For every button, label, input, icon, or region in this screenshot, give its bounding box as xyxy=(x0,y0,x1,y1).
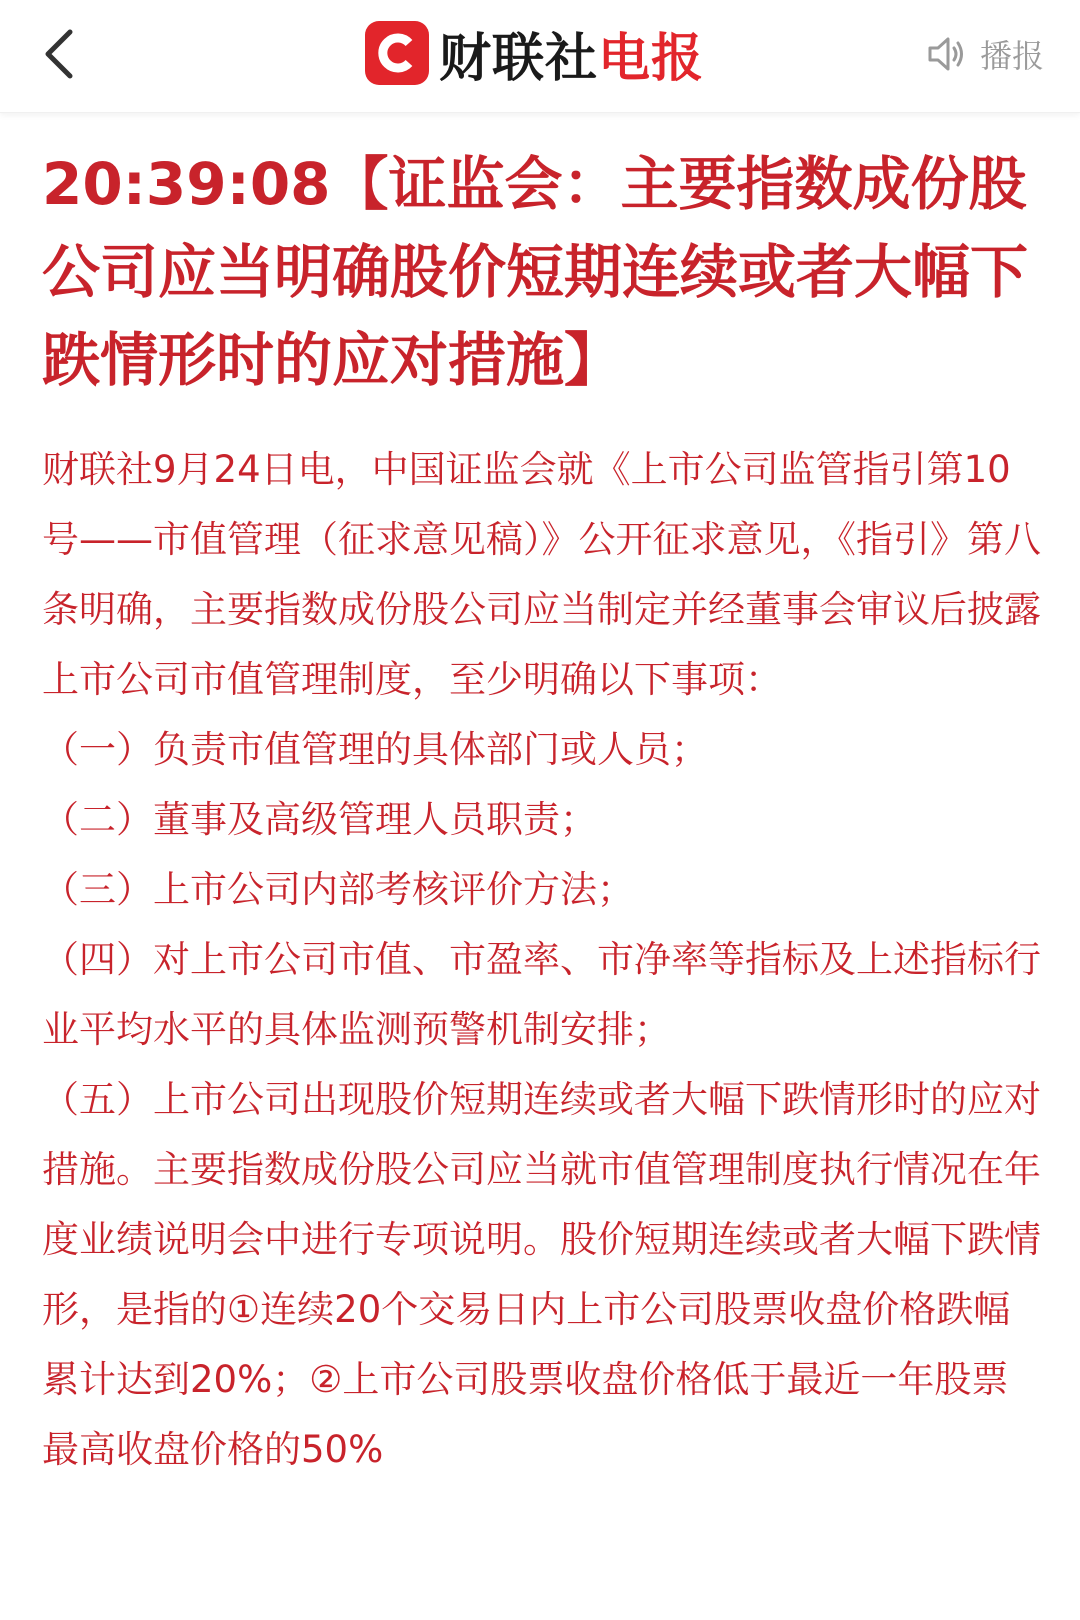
cls-logo-icon xyxy=(365,21,429,85)
top-bar xyxy=(0,0,1080,113)
speaker-icon xyxy=(924,32,968,76)
article-body xyxy=(42,435,1042,1485)
article-intro: 财联社9月24日电，中国证监会就《上市公司监管指引第10号——市值管理（征求意见稿）》公开征求意见，《指引》第八条明确，主要指数成份股公司应当制定并经董事会审议后披露上市公司市值管理制度，至少明确以下事项： xyxy=(42,448,1041,701)
broadcast-button[interactable] xyxy=(924,28,1044,80)
list-item: （三）上市公司内部考核评价方法； xyxy=(42,868,634,911)
back-button[interactable] xyxy=(28,22,92,86)
cls-logo xyxy=(365,18,704,88)
logo-text-brand: 财联社 xyxy=(439,28,599,89)
list-item: （二）董事及高级管理人员职责； xyxy=(42,798,597,841)
list-item: （五）上市公司出现股价短期连续或者大幅下跌情形时的应对措施。主要指数成份股公司应当就市值管理制度执行情况在年度业绩说明会中进行专项说明。股价短期连续或者大幅下跌情形，是指的①连续20个交易日内上市公司股票收盘价格跌幅累计达到20%；②上市公司股票收盘价格低于最近一年股票最高收盘价格的50% xyxy=(42,1078,1041,1471)
list-item: （四）对上市公司市值、市盈率、市净率等指标及上述指标行业平均水平的具体监测预警机制安排； xyxy=(42,938,1041,1051)
broadcast-label: 播报 xyxy=(979,37,1044,75)
chevron-left-icon xyxy=(40,26,80,82)
bottom-fade xyxy=(0,1530,1080,1620)
logo-text-telegraph: 电报 xyxy=(598,28,705,89)
logo-text xyxy=(439,16,704,91)
article-headline: 20:39:08【证监会：主要指数成份股公司应当明确股价短期连续或者大幅下跌情形时的应对措施】 xyxy=(42,150,1029,394)
list-item: （一）负责市值管理的具体部门或人员； xyxy=(42,728,708,771)
